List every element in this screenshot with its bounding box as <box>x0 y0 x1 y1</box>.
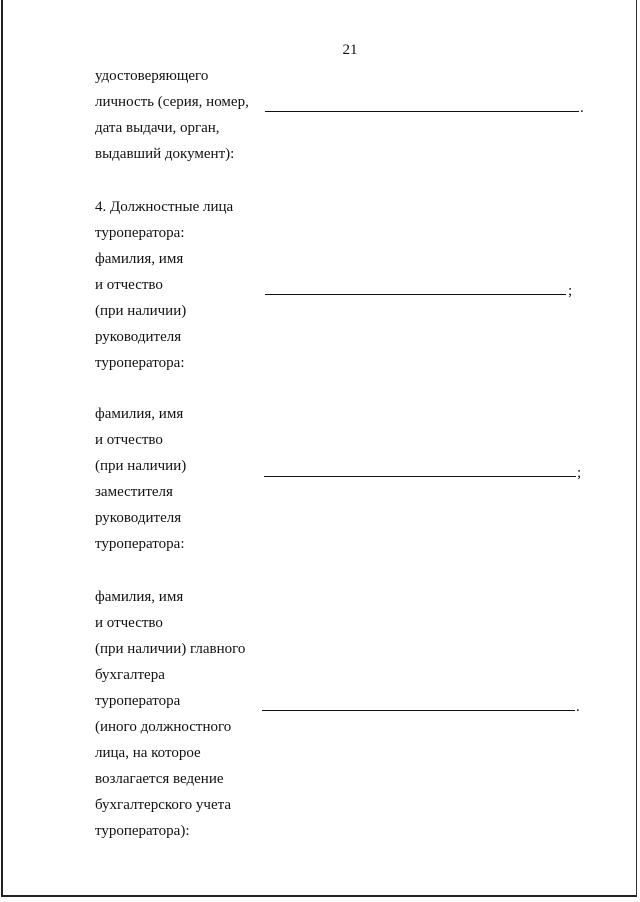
label-line: и отчество <box>95 432 163 448</box>
label-line: (при наличии) главного <box>95 641 246 657</box>
label-line: выдавший документ): <box>95 146 235 162</box>
identity-doc-fill-line[interactable] <box>265 111 579 112</box>
label-line: туроператора): <box>95 823 190 839</box>
label-line: руководителя <box>95 329 182 345</box>
page-number: 21 <box>342 42 358 58</box>
section4-label <box>95 194 233 376</box>
label-line: туроператора: <box>95 355 185 371</box>
label-line: бухгалтера <box>95 667 165 683</box>
section4-heading-line: туроператора: <box>95 225 185 241</box>
label-line: дата выдачи, орган, <box>95 120 220 136</box>
label-line: лица, на которое <box>95 745 201 761</box>
label-line: и отчество <box>95 277 163 293</box>
label-line: удостоверяющего <box>95 68 209 84</box>
identity-doc-label <box>95 63 249 167</box>
label-line: фамилия, имя <box>95 589 184 605</box>
chief-accountant-end-mark: . <box>576 699 580 715</box>
label-line: личность (серия, номер, <box>95 94 249 110</box>
label-line: туроператора <box>95 693 181 709</box>
label-line: бухгалтерского учета <box>95 797 232 813</box>
label-line: туроператора: <box>95 536 185 552</box>
head-fill-line[interactable] <box>265 294 566 295</box>
label-line: (иного должностного <box>95 719 232 735</box>
label-line: и отчество <box>95 615 163 631</box>
chief-accountant-fill-line[interactable] <box>262 710 575 711</box>
section4-heading-line: 4. Должностные лица <box>95 199 234 215</box>
label-line: (при наличии) <box>95 303 187 319</box>
label-line: возлагается ведение <box>95 771 224 787</box>
label-line: фамилия, имя <box>95 406 184 422</box>
label-line: (при наличии) <box>95 458 187 474</box>
deputy-end-mark: ; <box>577 465 582 481</box>
chief-accountant-label <box>95 584 245 844</box>
label-line: фамилия, имя <box>95 251 184 267</box>
deputy-label <box>95 401 186 557</box>
identity-doc-end-mark: . <box>580 100 584 116</box>
head-end-mark: ; <box>568 283 573 299</box>
label-line: руководителя <box>95 510 182 526</box>
label-line: заместителя <box>95 484 173 500</box>
deputy-fill-line[interactable] <box>264 476 576 477</box>
